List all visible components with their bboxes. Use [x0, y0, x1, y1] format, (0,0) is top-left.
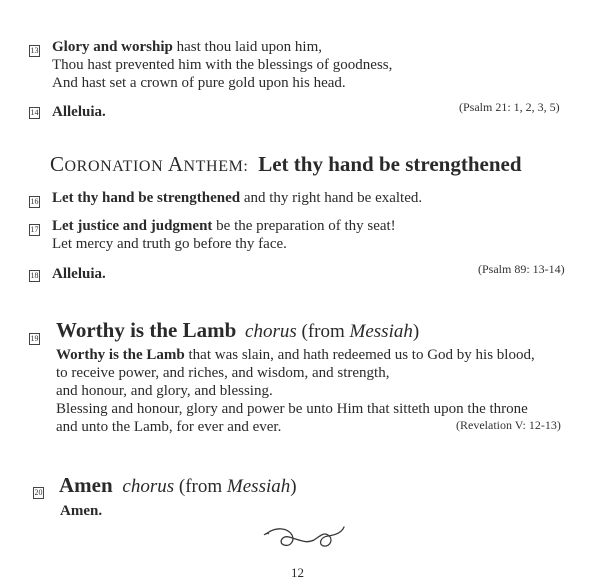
worthy-bold: Worthy is the Lamb [56, 347, 185, 363]
worthy-line-4: Blessing and honour, glory and power be unto Him that sitteth upon the throne [56, 401, 528, 417]
coronation-anthem-title: Let thy hand be strengthened [258, 152, 522, 176]
worthy-desc-plain: (from [296, 321, 350, 342]
verse-number-19: 19 [30, 334, 39, 343]
heading-cap-a: A [167, 152, 184, 176]
amen-desc-close: ) [290, 476, 297, 497]
heading-small-1: ORONATION [64, 158, 168, 175]
heading-cap-c: C [50, 152, 65, 176]
amen-heading [59, 473, 297, 498]
verse-number-16: 16 [30, 197, 39, 206]
verse-number-18: 18 [30, 271, 39, 280]
flourish-ornament-icon [262, 522, 348, 552]
verse-17-bold: Let justice and judgment [52, 218, 213, 234]
verse-14-bold: Alleluia. [52, 104, 106, 120]
heading-small-2: NTHEM: [183, 158, 249, 175]
worthy-line-5: and unto the Lamb, for ever and ever. [56, 419, 282, 435]
verse-16-line [52, 189, 422, 207]
verse-14-text [52, 103, 106, 121]
verse-number-14: 14 [30, 108, 39, 117]
page-number: 12 [291, 565, 304, 580]
worthy-desc-work: Messiah [349, 321, 413, 342]
amen-desc-italic: chorus [122, 476, 175, 497]
verse-16-bold: Let thy hand be strengthened [52, 190, 241, 206]
worthy-reference: (Revelation V: 12-13) [456, 418, 561, 432]
verse-13-rest: hast thou laid upon him, [172, 39, 323, 55]
amen-text [60, 502, 102, 520]
worthy-description [245, 321, 419, 342]
verse-18-bold: Alleluia. [52, 266, 106, 282]
worthy-line-1 [56, 346, 535, 364]
amen-title: Amen [59, 473, 113, 497]
worthy-heading [56, 318, 419, 343]
verse-13-line-2: Thou hast prevented him with the blessings of goodness, [52, 57, 393, 73]
verse-16-rest: and thy right hand be exalted. [240, 190, 423, 206]
verse-17-line-2: Let mercy and truth go before thy face. [52, 236, 287, 252]
amen-description [122, 476, 296, 497]
verse-14-reference: (Psalm 21: 1, 2, 3, 5) [459, 100, 560, 114]
amen-desc-plain: (from [174, 476, 227, 497]
verse-17-rest: be the preparation of thy seat! [212, 218, 396, 234]
amen-desc-work: Messiah [226, 476, 291, 497]
verse-18-text [52, 265, 106, 283]
verse-13-bold: Glory and worship [52, 39, 173, 55]
worthy-desc-close: ) [412, 321, 420, 342]
verse-17-line-1 [52, 217, 396, 235]
verse-18-reference: (Psalm 89: 13-14) [478, 262, 565, 276]
worthy-desc-italic: chorus [245, 321, 297, 342]
worthy-line-2: to receive power, and riches, and wisdom, and strength, [56, 365, 390, 381]
amen-bold: Amen. [60, 503, 103, 519]
worthy-line-3: and honour, and glory, and blessing. [56, 383, 273, 399]
worthy-title: Worthy is the Lamb [56, 318, 237, 342]
verse-13-line-1 [52, 38, 322, 56]
verse-number-20: 20 [34, 488, 43, 497]
verse-number-17: 17 [30, 225, 39, 234]
verse-number-13: 13 [30, 46, 39, 55]
verse-13-line-3: And hast set a crown of pure gold upon his head. [52, 75, 346, 91]
coronation-anthem-heading [50, 152, 522, 177]
worthy-line-1-rest: that was slain, and hath redeemed us to God by his blood, [184, 347, 535, 363]
